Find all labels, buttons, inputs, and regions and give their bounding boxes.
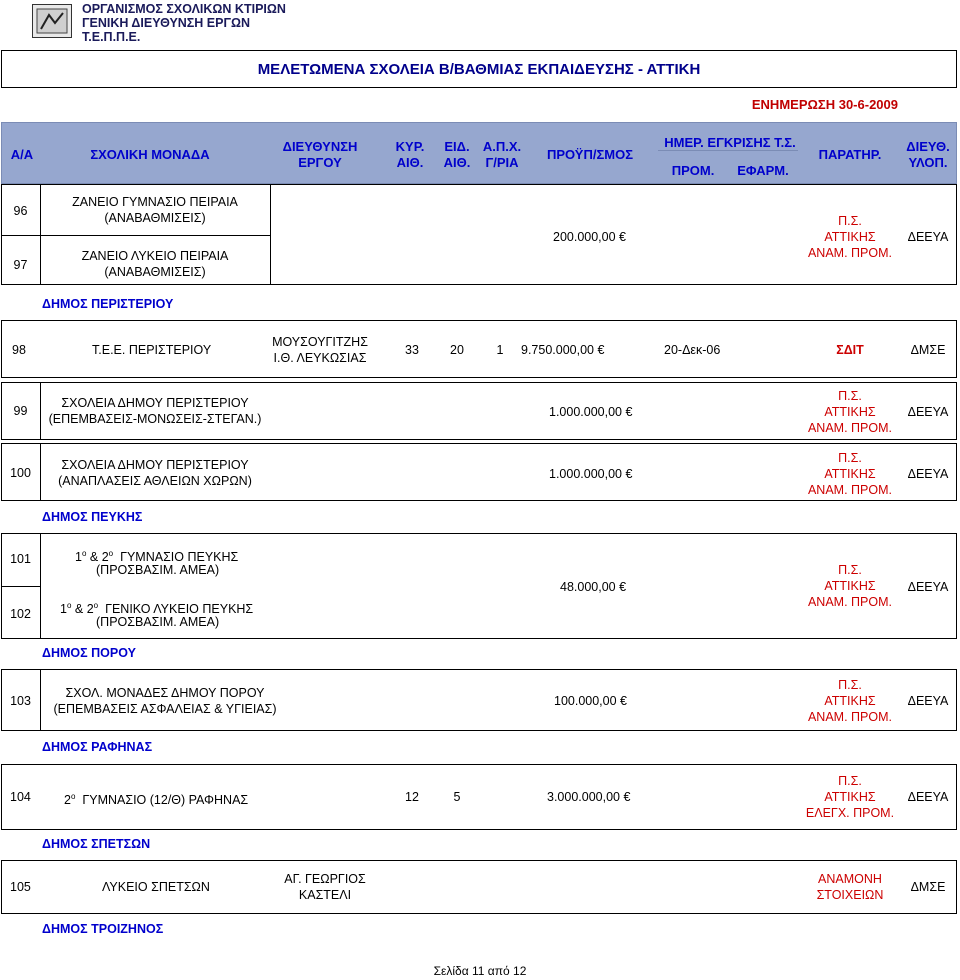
- special-rooms: 5: [453, 790, 461, 804]
- budget: 100.000,00 €: [554, 694, 627, 708]
- note: ΑΤΤΙΚΗΣ: [824, 579, 876, 593]
- org-name-line2: ΓΕΝΙΚΗ ΔΙΕΥΘΥΝΣΗ ΕΡΓΩΝ: [82, 16, 251, 30]
- col-apx-1: Α.Π.Χ.: [482, 139, 522, 154]
- implementing-directorate: ΔΕΕΥΑ: [907, 467, 949, 481]
- school-grade: 1: [75, 550, 82, 565]
- implementing-directorate: ΔΜΣΕ: [910, 343, 946, 357]
- school-grade: 2: [64, 793, 71, 808]
- implementing-directorate: ΔΕΕΥΑ: [907, 790, 949, 804]
- col-aa: Α/Α: [10, 147, 34, 162]
- budget: 1.000.000,00 €: [549, 467, 633, 481]
- budget: 1.000.000,00 €: [549, 405, 633, 419]
- col-efarm: ΕΦΑΡΜ.: [737, 163, 789, 178]
- org-logo: [32, 4, 72, 38]
- note: ΑΤΤΙΚΗΣ: [824, 405, 876, 419]
- note: ΑΤΤΙΚΗΣ: [824, 230, 876, 244]
- approval-date: 20-Δεκ-06: [664, 343, 721, 357]
- project-address: ΜΟΥΣΟΥΓΙΤΖΗΣ: [272, 335, 368, 349]
- school-name-detail: (ΕΠΕΜΒΑΣΕΙΣ ΑΣΦΑΛΕΙΑΣ & ΥΓΙΕΙΑΣ): [53, 702, 277, 716]
- row-number: 99: [13, 404, 28, 418]
- budget: 200.000,00 €: [553, 230, 626, 244]
- row-number: 103: [10, 694, 31, 708]
- school-grade: 2: [101, 550, 109, 565]
- col-approval: ΗΜΕΡ. ΕΓΚΡΙΣΗΣ Τ.Σ.: [664, 135, 796, 150]
- section-heading: ΔΗΜΟΣ ΠΟΡΟΥ: [42, 646, 136, 660]
- col-eid-2: ΑΙΘ.: [443, 155, 471, 170]
- school-name: ΣΧΟΛ. ΜΟΝΑΔΕΣ ΔΗΜΟΥ ΠΟΡΟΥ: [65, 686, 265, 700]
- ordinal-mark: ο: [108, 549, 114, 558]
- note: ΕΛΕΓΧ. ΠΡΟΜ.: [805, 806, 895, 820]
- ampersand: &: [74, 602, 84, 617]
- budget: 9.750.000,00 €: [521, 343, 605, 357]
- row-number: 101: [10, 552, 31, 566]
- page-title: ΜΕΛΕΤΩΜΕΝΑ ΣΧΟΛΕΙΑ Β/ΒΑΘΜΙΑΣ ΕΚΠΑΙΔΕΥΣΗΣ - ΑΤΤΙΚΗ: [1, 50, 957, 88]
- note: ΑΝΑΜ. ΠΡΟΜ.: [807, 595, 893, 609]
- section-heading: ΔΗΜΟΣ ΤΡΟΙΖΗΝΟΣ: [42, 922, 164, 936]
- row-divider: [1, 586, 40, 587]
- section-heading: ΔΗΜΟΣ ΠΕΥΚΗΣ: [42, 510, 143, 524]
- school-name: ΖΑΝΕΙΟ ΛΥΚΕΙΟ ΠΕΙΡΑΙΑ: [81, 249, 229, 263]
- col-dir-1: ΔΙΕΥΘ.: [906, 139, 950, 154]
- apx-value: 1: [496, 343, 504, 357]
- row-number: 98: [12, 343, 26, 357]
- implementing-directorate: ΔΕΕΥΑ: [907, 694, 949, 708]
- col-apx-2: Γ/ΡΙΑ: [485, 155, 519, 170]
- note: Π.Σ.: [838, 678, 862, 692]
- school-name-detail: (ΑΝΑΠΛΑΣΕΙΣ ΑΘΛΕΙΩΝ ΧΩΡΩΝ): [58, 474, 252, 488]
- project-address: ΑΓ. ΓΕΩΡΓΙΟΣ: [284, 872, 366, 886]
- row-number: 105: [10, 880, 31, 894]
- row-divider: [1, 235, 40, 236]
- ordinal-mark: ο: [81, 549, 87, 558]
- note: ΣΔΙΤ: [836, 343, 864, 357]
- row-divider: [40, 533, 41, 639]
- school-name-detail: (ΑΝΑΒΑΘΜΙΣΕΙΣ): [104, 265, 206, 279]
- col-notes: ΠΑΡΑΤΗΡ.: [818, 147, 882, 162]
- school-name: ΛΥΚΕΙΟ ΣΠΕΤΣΩΝ: [102, 880, 210, 894]
- school-name-text: ΓΕΝΙΚΟ ΛΥΚΕΙΟ ΠΕΥΚΗΣ: [105, 602, 254, 617]
- row-number: 102: [10, 607, 31, 621]
- update-date: ΕΝΗΜΕΡΩΣΗ 30-6-2009: [751, 97, 898, 112]
- note: Π.Σ.: [838, 214, 862, 228]
- logo-icon: [33, 5, 71, 37]
- col-budget: ΠΡΟΫΠ/ΣΜΟΣ: [546, 147, 634, 162]
- school-name: ΖΑΝΕΙΟ ΓΥΜΝΑΣΙΟ ΠΕΙΡΑΙΑ: [72, 195, 238, 209]
- note: Π.Σ.: [838, 563, 862, 577]
- note: ΑΤΤΙΚΗΣ: [824, 790, 876, 804]
- section-heading: ΔΗΜΟΣ ΡΑΦΗΝΑΣ: [42, 740, 153, 754]
- note: ΑΝΑΜ. ΠΡΟΜ.: [807, 483, 893, 497]
- note: ΑΝΑΜΟΝΗ: [818, 872, 882, 886]
- implementing-directorate: ΔΕΕΥΑ: [907, 580, 949, 594]
- school-name-text: ΓΥΜΝΑΣΙΟ (12/Θ) ΡΑΦΗΝΑΣ: [82, 793, 249, 808]
- school-name: ΣΧΟΛΕΙΑ ΔΗΜΟΥ ΠΕΡΙΣΤΕΡΙΟΥ: [61, 396, 249, 410]
- note: ΑΝΑΜ. ΠΡΟΜ.: [807, 246, 893, 260]
- note: ΑΤΤΙΚΗΣ: [824, 467, 876, 481]
- col-eid-1: ΕΙΔ.: [444, 139, 470, 154]
- school-name: Τ.Ε.Ε. ΠΕΡΙΣΤΕΡΙΟΥ: [92, 343, 212, 357]
- row-number: 100: [10, 466, 31, 480]
- col-prom: ΠΡΟΜ.: [671, 163, 715, 178]
- implementing-directorate: ΔΜΣΕ: [910, 880, 946, 894]
- ampersand: &: [89, 550, 99, 565]
- ordinal-mark: ο: [66, 601, 72, 610]
- school-name-detail: (ΕΠΕΜΒΑΣΕΙΣ-ΜΟΝΩΣΕΙΣ-ΣΤΕΓΑΝ.): [48, 412, 262, 426]
- note: ΑΝΑΜ. ΠΡΟΜ.: [807, 710, 893, 724]
- main-rooms: 33: [405, 343, 419, 357]
- note: ΣΤΟΙΧΕΙΩΝ: [816, 888, 884, 902]
- note: Π.Σ.: [838, 774, 862, 788]
- school-grade: 1: [60, 602, 67, 617]
- note: ΑΝΑΜ. ΠΡΟΜ.: [807, 421, 893, 435]
- project-address: Ι.Θ. ΛΕΥΚΩΣΙΑΣ: [273, 351, 367, 365]
- school-name: ΣΧΟΛΕΙΑ ΔΗΜΟΥ ΠΕΡΙΣΤΕΡΙΟΥ: [61, 458, 249, 472]
- special-rooms: 20: [450, 343, 464, 357]
- section-heading: ΔΗΜΟΣ ΠΕΡΙΣΤΕΡΙΟΥ: [42, 297, 174, 311]
- school-name: [64, 789, 248, 808]
- school-name-text: ΓΥΜΝΑΣΙΟ ΠΕΥΚΗΣ: [120, 550, 239, 565]
- implementing-directorate: ΔΕΕΥΑ: [907, 405, 949, 419]
- col-kyr-1: ΚΥΡ.: [395, 139, 425, 154]
- ordinal-mark: ο: [93, 601, 99, 610]
- col-direction-1: ΔΙΕΥΘΥΝΣΗ: [282, 139, 358, 154]
- note: Π.Σ.: [838, 451, 862, 465]
- col-kyr-2: ΑΙΘ.: [396, 155, 424, 170]
- row-divider: [270, 184, 271, 285]
- ordinal-mark: ο: [70, 792, 76, 801]
- row-number: 97: [13, 258, 28, 272]
- row-number: 104: [10, 790, 31, 804]
- school-name-detail: (ΠΡΟΣΒΑΣΙΜ. ΑΜΕΑ): [96, 615, 220, 629]
- project-address: ΚΑΣΤΕΛΙ: [298, 888, 352, 902]
- org-name-line3: Τ.Ε.Π.Π.Ε.: [82, 30, 141, 44]
- implementing-directorate: ΔΕΕΥΑ: [907, 230, 949, 244]
- note: Π.Σ.: [838, 389, 862, 403]
- school-grade: 2: [86, 602, 94, 617]
- note: ΑΤΤΙΚΗΣ: [824, 694, 876, 708]
- budget: 3.000.000,00 €: [547, 790, 631, 804]
- main-rooms: 12: [405, 790, 419, 804]
- col-unit: ΣΧΟΛΙΚΗ ΜΟΝΑΔΑ: [90, 147, 210, 162]
- col-direction-2: ΕΡΓΟΥ: [298, 155, 342, 170]
- row-number: 96: [13, 204, 28, 218]
- school-name-detail: (ΑΝΑΒΑΘΜΙΣΕΙΣ): [104, 211, 206, 225]
- col-dir-2: ΥΛΟΠ.: [908, 155, 948, 170]
- row-divider: [40, 235, 270, 236]
- section-heading: ΔΗΜΟΣ ΣΠΕΤΣΩΝ: [42, 837, 151, 851]
- org-name-line1: ΟΡΓΑΝΙΣΜΟΣ ΣΧΟΛΙΚΩΝ ΚΤΙΡΙΩΝ: [82, 2, 286, 16]
- budget: 48.000,00 €: [560, 580, 627, 594]
- school-name-detail: (ΠΡΟΣΒΑΣΙΜ. ΑΜΕΑ): [96, 563, 220, 577]
- page-number: Σελίδα 11 από 12: [433, 964, 527, 978]
